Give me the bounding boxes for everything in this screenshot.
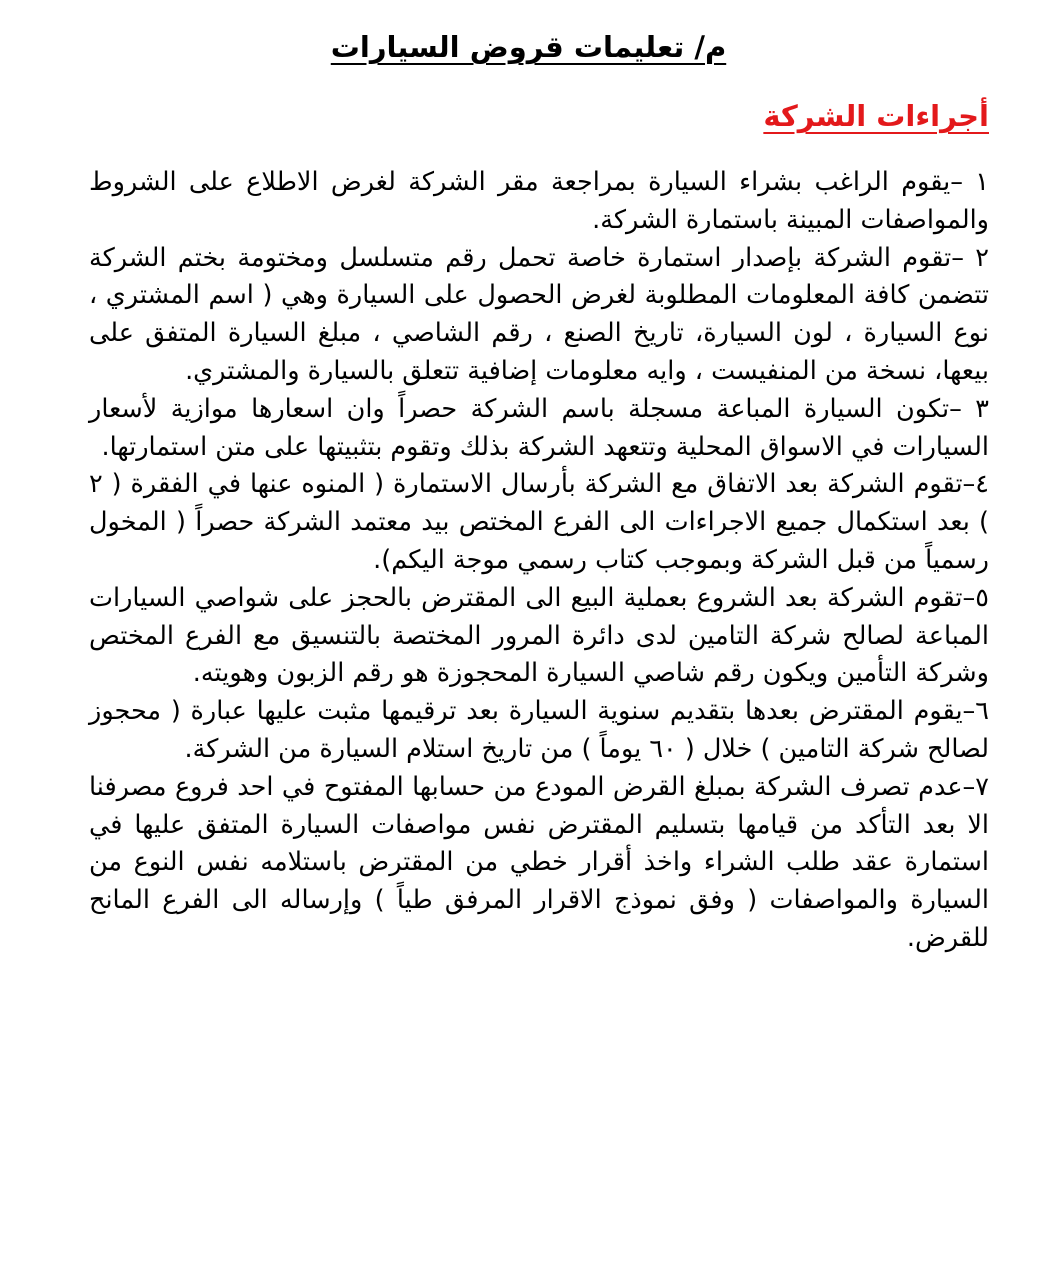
section-heading: أجراءات الشركة <box>763 99 989 133</box>
paragraph-4: ٤–تقوم الشركة بعد الاتفاق مع الشركة بأرسال الاستمارة ( المنوه عنها في الفقرة ( ٢ ) بعد استكمال جميع الاجراءات الى الفرع المختص بيد معتمد الشركة حصراً ( المخول رسمياً من قبل الشركة وبموجب كتاب رسمي موجة اليكم). <box>89 469 989 575</box>
paragraph-1: ١ –يقوم الراغب بشراء السيارة بمراجعة مقر الشركة لغرض الاطلاع على الشروط والمواصفات المبينة باستمارة الشركة. <box>89 167 989 235</box>
paragraph-2: ٢ –تقوم الشركة بإصدار استمارة خاصة تحمل رقم متسلسل ومختومة بختم الشركة تتضمن كافة المعلومات المطلوبة لغرض الحصول على السيارة وهي ( اسم المشتري ، نوع السيارة ، لون السيارة، تاريخ الصنع ، رقم الشاصي ، مبلغ السيارة المتفق على بيعها، نسخة من المنفيست ، وايه معلومات إضافية تتعلق بالسيارة والمشتري. <box>89 242 989 386</box>
paragraph-3: ٣ –تكون السيارة المباعة مسجلة باسم الشركة حصراً وان اسعارها موازية لأسعار السيارات في الاسواق المحلية وتتعهد الشركة بذلك وتقوم بتثبيتها على متن استمارتها. <box>89 393 989 462</box>
document-body <box>89 164 989 958</box>
paragraph-5: ٥–تقوم الشركة بعد الشروع بعملية البيع الى المقترض بالحجز على شواصي السيارات المباعة لصالح شركة التامين لدى دائرة المرور المختصة بالتنسيق مع الفرع المختص وشركة التأمين ويكون رقم شاصي السيارة المحجوزة هو رقم الزبون وهويته. <box>89 582 989 689</box>
paragraph-7: ٧–عدم تصرف الشركة بمبلغ القرض المودع من حسابها المفتوح في احد فروع مصرفنا الا بعد التأكد من قيامها بتسليم المقترض نفس مواصفات السيارة المتفق عليها في استمارة عقد طلب الشراء واخذ أقرار خطي من المقترض باستلامه نفس النوع من السيارة والمواصفات ( وفق نموذج الاقرار المرفق طياً ) وإرساله الى الفرع المانح للقرض. <box>89 771 989 953</box>
document-title: م/ تعليمات قروض السيارات <box>330 30 727 64</box>
paragraph-6: ٦–يقوم المقترض بعدها بتقديم سنوية السيارة بعد ترقيمها مثبت عليها عبارة ( محجوز لصالح شركة التامين ) خلال ( ٦٠ يوماً ) من تاريخ استلام السيارة من الشركة. <box>89 696 989 764</box>
